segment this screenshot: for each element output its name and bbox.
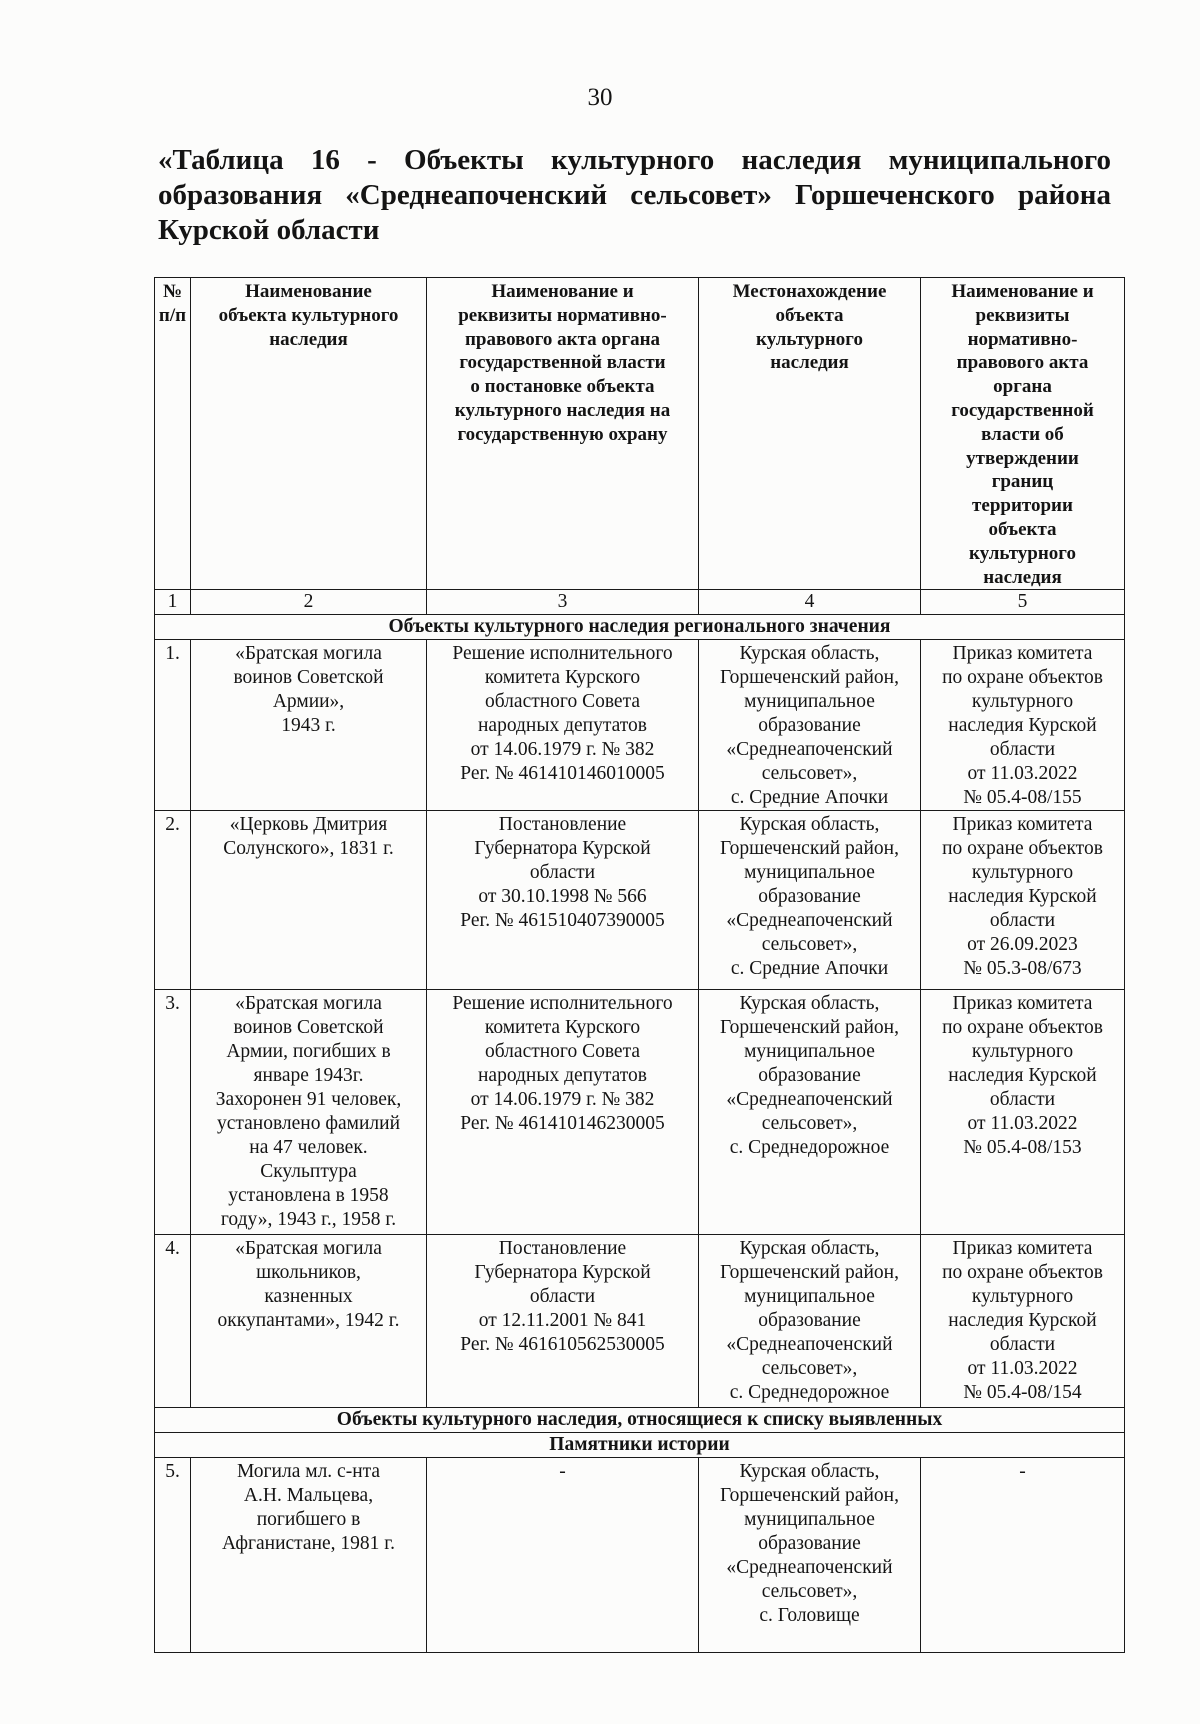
cell-text-line: сельсовет», [761, 1581, 858, 1603]
header-cell-location [699, 278, 921, 590]
cell-text-line: Курская область, [739, 993, 880, 1015]
cell-text-line: Постановление [498, 1238, 627, 1260]
cell-text-line: культурного [969, 542, 1076, 564]
cell-text-line: области [989, 739, 1056, 761]
cell-text-line: народных депутатов [477, 1065, 647, 1087]
cell-text-line: Приказ комитета [952, 1238, 1093, 1260]
cell-text-line: с. Средние Апочки [730, 787, 889, 809]
object-name-cell [191, 640, 427, 811]
cell-text-line: реквизиты [975, 304, 1070, 326]
cell-text-line: Курская область, [739, 814, 880, 836]
cell-text-line: культурного [971, 862, 1074, 884]
column-number: 4 [699, 590, 921, 615]
cell-text-line: № 05.4-08/154 [963, 1382, 1082, 1404]
cell-text-line: «Среднеапоченский [726, 1557, 893, 1579]
cell-text-line: области [989, 1089, 1056, 1111]
row-number-cell: 2. [155, 811, 191, 990]
page-number: 30 [587, 84, 613, 111]
cell-text-line: образование [758, 1065, 861, 1087]
cell-text-line: Наименование и [951, 281, 1094, 302]
heritage-table [154, 277, 1125, 1653]
cell-text-line: Курская область, [739, 1461, 880, 1483]
object-name-cell [191, 811, 427, 990]
row-number-cell: 3. [155, 990, 191, 1235]
cell-text-line: Горшеченский район, [720, 1262, 899, 1284]
cell-text-line: Местонахождение [732, 281, 887, 302]
cell-text-line: от 30.10.1998 № 566 [478, 886, 647, 908]
column-number: 2 [191, 590, 427, 615]
cell-text-line: области [529, 862, 596, 884]
table-title: «Таблица 16 - Объекты культурного наследия муниципального образования «Среднеапоченский сельсовет» Горшеченского района Курской области [158, 144, 1111, 246]
cell-text-line: - [559, 1461, 566, 1483]
cell-text-line: территории [972, 495, 1073, 517]
cell-text-line: «Братская могила [235, 1238, 382, 1260]
cell-text-line: Скульптура [260, 1161, 357, 1183]
cell-text-line: Наименование и [491, 281, 634, 302]
cell-text-line: по охране объектов [942, 1262, 1103, 1284]
object-name-cell [191, 990, 427, 1235]
cell-text-line: установлено фамилий [216, 1113, 401, 1135]
cell-text-line: объекта [775, 304, 844, 326]
cell-text-line: Постановление [498, 814, 627, 836]
header-cell-number [155, 278, 191, 590]
cell-text-line: Могила мл. с-нта [236, 1461, 381, 1483]
object-name-cell [191, 1235, 427, 1408]
cell-text-line: с. Среднедорожное [729, 1137, 890, 1159]
cell-text-line: 1943 г. [281, 715, 336, 737]
cell-text-line: сельсовет», [761, 1113, 858, 1135]
cell-text-line: комитета Курского [484, 667, 641, 689]
cell-text-line: Армии», [272, 691, 345, 713]
cell-text-line: культурного [971, 1286, 1074, 1308]
cell-text-line: Приказ комитета [952, 643, 1093, 665]
cell-text-line: Горшеченский район, [720, 838, 899, 860]
cell-text-line: Губернатора Курской [474, 838, 651, 860]
cell-text-line: муниципальное [744, 1286, 875, 1308]
cell-text-line: «Среднеапоченский [726, 1089, 893, 1111]
cell-text-line: по охране объектов [942, 838, 1103, 860]
cell-text-line: году», 1943 г., 1958 г. [220, 1209, 397, 1231]
legal-act-cell [427, 811, 699, 990]
cell-text-line: наследия Курской [948, 1310, 1097, 1332]
cell-text-line: образование [758, 886, 861, 908]
cell-text-line: с. Средние Апочки [730, 958, 889, 980]
legal-act-cell [427, 990, 699, 1235]
cell-text-line: «Церковь Дмитрия [229, 814, 388, 836]
subsection-heading-row [155, 1433, 1125, 1458]
cell-text-line: «Братская могила [235, 643, 382, 665]
cell-text-line: нормативно- [967, 328, 1078, 350]
cell-text-line: Солунского», 1831 г. [223, 838, 394, 860]
cell-text-line: оккупантами», 1942 г. [217, 1310, 400, 1332]
cell-text-line: - [1019, 1461, 1026, 1483]
cell-text-line: «Братская могила [235, 993, 382, 1015]
section-heading-row [155, 1408, 1125, 1433]
cell-text-line: культурного [756, 328, 863, 350]
cell-text-line: государственной [951, 399, 1094, 421]
cell-text-line: объекта [988, 518, 1057, 540]
cell-text-line: сельсовет», [761, 934, 858, 956]
cell-text-line: воинов Советской [233, 1017, 384, 1039]
cell-text-line: культурного [971, 1041, 1074, 1063]
column-number-row [155, 590, 1125, 615]
cell-text-line: Афганистане, 1981 г. [222, 1533, 395, 1555]
cell-text-line: № 05.4-08/155 [963, 787, 1082, 809]
cell-text-line: Решение исполнительного [452, 643, 673, 665]
cell-text-line: по охране объектов [942, 667, 1103, 689]
cell-text-line: муниципальное [744, 1509, 875, 1531]
section-heading-identified: Объекты культурного наследия, относящиеся к списку выявленных [155, 1408, 1125, 1433]
cell-text-line: наследия [269, 328, 348, 350]
legal-act-cell [427, 1458, 699, 1653]
boundary-approval-cell [921, 811, 1125, 990]
subsection-heading-history: Памятники истории [155, 1433, 1125, 1458]
cell-text-line: сельсовет», [761, 763, 858, 785]
boundary-approval-cell [921, 1235, 1125, 1408]
cell-text-line: утверждении [966, 447, 1079, 469]
column-number: 5 [921, 590, 1125, 615]
cell-text-line: Горшеченский район, [720, 667, 899, 689]
object-name-cell [191, 1458, 427, 1653]
boundary-approval-cell [921, 1458, 1125, 1653]
table-row [155, 990, 1125, 1235]
cell-text-line: Захоронен 91 человек, [215, 1089, 402, 1111]
header-row [155, 278, 1125, 590]
cell-text-line: Приказ комитета [952, 993, 1093, 1015]
cell-text-line: Решение исполнительного [452, 993, 673, 1015]
cell-text-line: муниципальное [744, 862, 875, 884]
cell-text-line: от 11.03.2022 [967, 1358, 1078, 1380]
location-cell [699, 1235, 921, 1408]
cell-text-line: № [162, 281, 183, 302]
cell-text-line: Армии, погибших в [226, 1041, 391, 1063]
cell-text-line: школьников, [256, 1262, 361, 1284]
cell-text-line: образование [758, 1533, 861, 1555]
cell-text-line: сельсовет», [761, 1358, 858, 1380]
section-heading-regional: Объекты культурного наследия регионального значения [155, 615, 1125, 640]
cell-text-line: п/п [158, 304, 187, 326]
cell-text-line: органа [993, 376, 1052, 398]
cell-text-line: государственной власти [459, 352, 666, 374]
row-number-cell: 1. [155, 640, 191, 811]
cell-text-line: культурного наследия на [454, 399, 671, 421]
cell-text-line: от 14.06.1979 г. № 382 [470, 739, 655, 761]
cell-text-line: январе 1943г. [253, 1065, 364, 1087]
cell-text-line: Рег. № 461410146230005 [460, 1113, 665, 1135]
legal-act-cell [427, 640, 699, 811]
boundary-approval-cell [921, 640, 1125, 811]
cell-text-line: образование [758, 715, 861, 737]
cell-text-line: наследия Курской [948, 715, 1097, 737]
cell-text-line: власти об [981, 423, 1064, 445]
location-cell [699, 640, 921, 811]
row-number-cell: 5. [155, 1458, 191, 1653]
row-number-cell: 4. [155, 1235, 191, 1408]
cell-text-line: от 11.03.2022 [967, 1113, 1078, 1135]
cell-text-line: по охране объектов [942, 1017, 1103, 1039]
cell-text-line: от 14.06.1979 г. № 382 [470, 1089, 655, 1111]
cell-text-line: муниципальное [744, 1041, 875, 1063]
cell-text-line: «Среднеапоченский [726, 739, 893, 761]
cell-text-line: Рег. № 461410146010005 [460, 763, 665, 785]
cell-text-line: «Среднеапоченский [726, 1334, 893, 1356]
cell-text-line: объекта культурного [218, 304, 399, 326]
location-cell [699, 811, 921, 990]
cell-text-line: государственную охрану [457, 423, 668, 445]
cell-text-line: казненных [264, 1286, 353, 1308]
cell-text-line: областного Совета [485, 1041, 640, 1063]
cell-text-line: Губернатора Курской [474, 1262, 651, 1284]
cell-text-line: границ [991, 471, 1054, 493]
cell-text-line: «Среднеапоченский [726, 910, 893, 932]
cell-text-line: наследия [770, 352, 849, 374]
cell-text-line: правового акта [956, 352, 1089, 374]
cell-text-line: А.Н. Мальцева, [243, 1485, 374, 1507]
section-heading-row [155, 615, 1125, 640]
header-cell-name [191, 278, 427, 590]
cell-text-line: воинов Советской [233, 667, 384, 689]
cell-text-line: на 47 человек. [249, 1137, 368, 1159]
cell-text-line: установлена в 1958 [228, 1185, 389, 1207]
cell-text-line: правового акта органа [464, 328, 661, 350]
boundary-approval-cell [921, 990, 1125, 1235]
cell-text-line: с. Среднедорожное [729, 1382, 890, 1404]
cell-text-line: областного Совета [485, 691, 640, 713]
cell-text-line: комитета Курского [484, 1017, 641, 1039]
table-row [155, 1235, 1125, 1408]
cell-text-line: области [989, 910, 1056, 932]
location-cell [699, 1458, 921, 1653]
cell-text-line: № 05.4-08/153 [963, 1137, 1082, 1159]
cell-text-line: Горшеченский район, [720, 1017, 899, 1039]
cell-text-line: Горшеченский район, [720, 1485, 899, 1507]
cell-text-line: Курская область, [739, 643, 880, 665]
table-row [155, 640, 1125, 811]
location-cell [699, 990, 921, 1235]
column-number: 3 [427, 590, 699, 615]
cell-text-line: Рег. № 461510407390005 [460, 910, 665, 932]
cell-text-line: области [529, 1286, 596, 1308]
header-cell-act [427, 278, 699, 590]
cell-text-line: с. Головище [759, 1605, 860, 1627]
cell-text-line: от 11.03.2022 [967, 763, 1078, 785]
cell-text-line: реквизиты нормативно- [458, 304, 667, 326]
header-cell-approval [921, 278, 1125, 590]
cell-text-line: муниципальное [744, 691, 875, 713]
column-number: 1 [155, 590, 191, 615]
cell-text-line: образование [758, 1310, 861, 1332]
cell-text-line: погибшего в [256, 1509, 361, 1531]
cell-text-line: о постановке объекта [470, 376, 655, 398]
cell-text-line: народных депутатов [477, 715, 647, 737]
cell-text-line: № 05.3-08/673 [963, 958, 1082, 980]
cell-text-line: наследия Курской [948, 1065, 1097, 1087]
cell-text-line: культурного [971, 691, 1074, 713]
legal-act-cell [427, 1235, 699, 1408]
table-row [155, 811, 1125, 990]
cell-text-line: наследия [983, 566, 1062, 588]
cell-text-line: наследия Курской [948, 886, 1097, 908]
cell-text-line: от 12.11.2001 № 841 [478, 1310, 647, 1332]
table-row [155, 1458, 1125, 1653]
cell-text-line: области [989, 1334, 1056, 1356]
cell-text-line: Курская область, [739, 1238, 880, 1260]
cell-text-line: Рег. № 461610562530005 [460, 1334, 665, 1356]
cell-text-line: от 26.09.2023 [967, 934, 1078, 956]
cell-text-line: Наименование [245, 281, 372, 302]
cell-text-line: Приказ комитета [952, 814, 1093, 836]
